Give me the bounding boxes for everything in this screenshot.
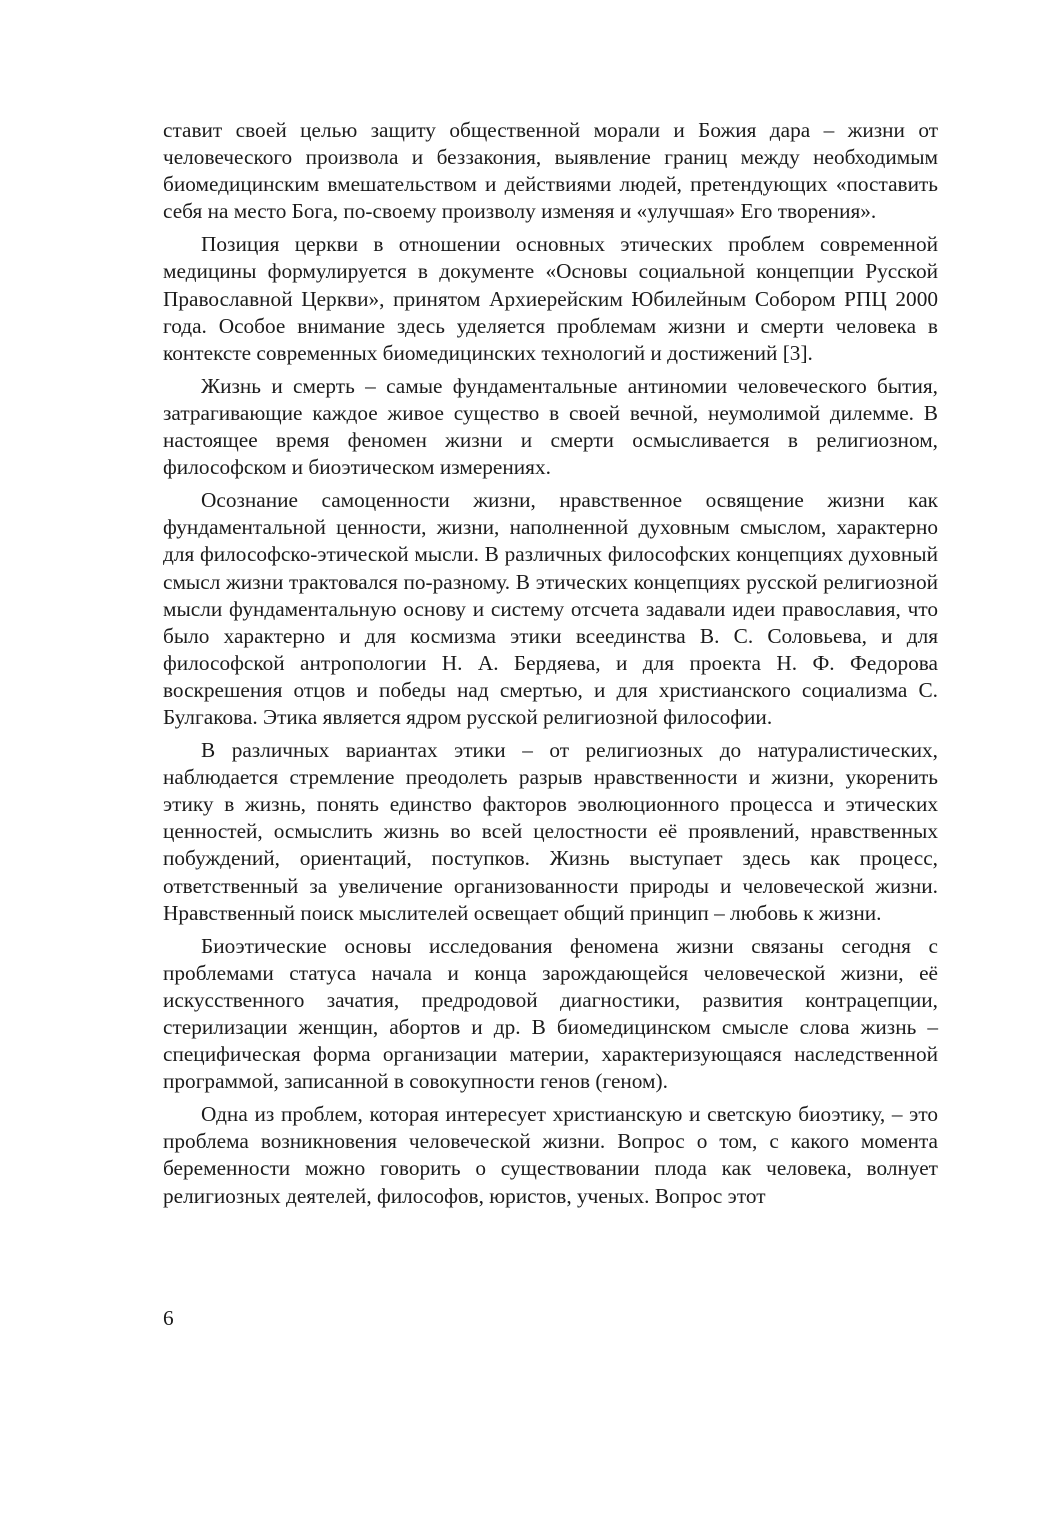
paragraph: В различных вариантах этики – от религиозных до натуралистических, наблюдается стремление преодолеть разрыв нравственности и жизни, укоренить этику в жизнь, понять единство факторов эволюционного процесса и этических ценностей, осмыслить жизнь во всей целостности её проявлений, нравственных побуждений, ориентаций, поступков. Жизнь выступает здесь как процесс, ответственный за увеличение организованности природы и человеческой жизни. Нравственный поиск мыслителей освещает общий принцип – любовь к жизни. <box>163 738 938 925</box>
paragraph: Одна из проблем, которая интересует христианскую и светскую биоэтику, – это проблема возникновения человеческой жизни. Вопрос о том, с какого момента беременности можно говорить о существовании плода как человека, волнует религиозных деятелей, философов, юристов, ученых. Вопрос этот <box>163 1102 938 1208</box>
page-number: 6 <box>163 1306 174 1330</box>
paragraph: ставит своей целью защиту общественной морали и Божия дара – жизни от человеческого произвола и беззакония, выявление границ между необходимым биомедицинским вмешательством и действиями людей, претендующих «поставить себя на место Бога, по-своему произволу изменяя и «улучшая» Его творения». <box>163 118 938 224</box>
paragraph: Осознание самоценности жизни, нравственное освящение жизни как фундаментальной ценности, жизни, наполненной духовным смыслом, характерно для философско-этической мысли. В различных философских концепциях духовный смысл жизни трактовался по-разному. В этических концепциях русской религиозной мысли фундаментальную основу и систему отсчета задавали идеи православия, что было характерно и для космизма этики всеединства В. С. Соловьева, и для философской антропологии Н. А. Бердяева, и для проекта Н. Ф. Федорова воскрешения отцов и победы над смертью, и для христианского социализма С. Булгакова. Этика является ядром русской религиозной философии. <box>163 488 938 729</box>
body-text <box>163 117 938 1216</box>
paragraph: Позиция церкви в отношении основных этических проблем современной медицины формулируется в документе «Основы социальной концепции Русской Православной Церкви», принятом Архиерейским Юбилейным Собором РПЦ 2000 года. Особое внимание здесь уделяется проблемам жизни и смерти человека в контексте современных биомедицинских технологий и достижений [3]. <box>163 232 938 365</box>
paragraph: Биоэтические основы исследования феномена жизни связаны сегодня с проблемами статуса начала и конца зарождающейся человеческой жизни, её искусственного зачатия, предродовой диагностики, развития контрацепции, стерилизации женщин, абортов и др. В биомедицинском смысле слова жизнь – специфическая форма организации материи, характеризующаяся наследственной программой, записанной в совокупности генов (геном). <box>163 933 938 1094</box>
paragraph: Жизнь и смерть – самые фундаментальные антиномии человеческого бытия, затрагивающие каждое живое существо в своей вечной, неумолимой дилемме. В настоящее время феномен жизни и смерти осмысливается в религиозном, философском и биоэтическом измерениях. <box>163 373 938 480</box>
